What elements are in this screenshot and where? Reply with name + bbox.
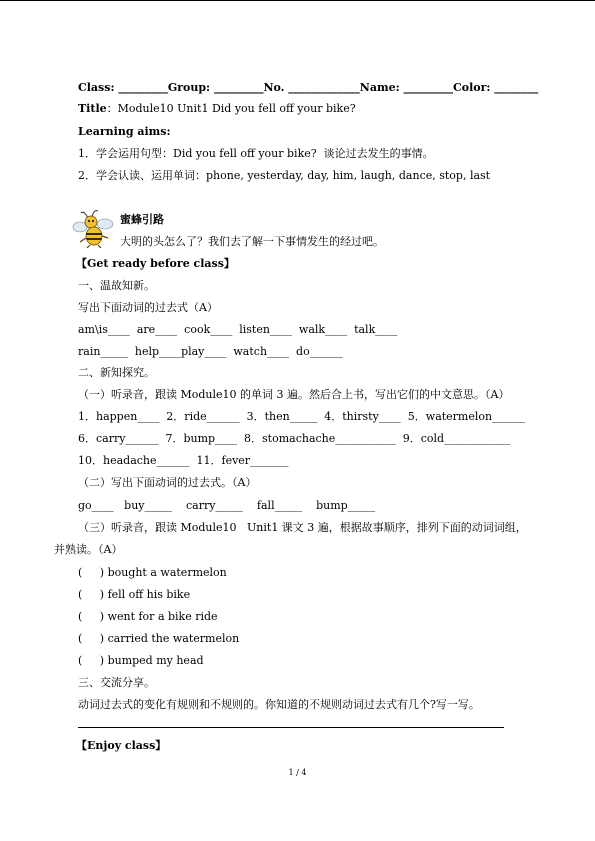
task-2-instruction: （二）写出下面动词的过去式。（A） [78, 476, 257, 489]
order-item: ( ) carried the watermelon [78, 632, 240, 645]
page-title [78, 102, 356, 116]
learning-aim-1: 1．学会运用句型：Did you fell off your bike? 谈论过去发生的事情。 [78, 147, 434, 160]
guide-text: 大明的头怎么了？我们去了解一下事情发生的经过吧。 [120, 235, 384, 248]
vocab-line-1: 1．happen____ 2．ride______ 3．then_____ 4．thirsty____ 5．watermelon______ [78, 410, 526, 423]
learning-aim-2: 2．学会认读、运用单词：phone, yesterday, day, him, laugh, dance, stop, last [78, 169, 491, 182]
order-item: ( ) bumped my head [78, 654, 204, 667]
share-title: 三、交流分享。 [78, 676, 155, 689]
title-label: Title [78, 102, 107, 115]
past-tense-line: go____ buy_____ carry_____ fall_____ bump_____ [78, 499, 376, 512]
title-text: ：Module10 Unit1 Did you fell off your bike? [106, 102, 356, 115]
vocab-line-3: 10．headache______ 11．fever_______ [78, 454, 289, 467]
enjoy-class-heading: 【Enjoy class】 [76, 739, 167, 752]
review-title: 一、温故知新。 [78, 279, 155, 292]
answer-line [78, 727, 504, 728]
task-3-instruction-cont: 并熟读。（A） [54, 543, 123, 556]
share-text: 动词过去式的变化有规则和不规则的。你知道的不规则动词过去式有几个?写一写。 [78, 698, 480, 711]
review-line-2: rain_____ help____play____ watch____ do______ [78, 345, 343, 358]
get-ready-heading: 【Get ready before class】 [76, 257, 235, 270]
order-item: ( ) went for a bike ride [78, 610, 218, 623]
vocab-line-2: 6．carry______ 7．bump____ 8．stomachache___________ 9．cold____________ [78, 432, 511, 445]
task-1-instruction: （一）听录音，跟读 Module10 的单词 3 遍。然后合上书，写出它们的中文意思。（A） [78, 388, 510, 401]
top-border-line [0, 0, 595, 1]
student-info-fields: Class: _________Group: _________No. _____________Name: _________Color: ________ [78, 81, 539, 94]
review-line-1: am\is____ are____ cook____ listen____ walk____ talk____ [78, 323, 398, 336]
task-3-instruction: （三）听录音，跟读 Module10 Unit1 课文 3 遍，根据故事顺序，排列下面的动词词组， [78, 521, 527, 534]
explore-title: 二、新知探究。 [78, 366, 155, 379]
bee-mascot-icon [72, 208, 116, 248]
learning-aims-heading: Learning aims: [78, 125, 171, 138]
guide-heading: 蜜蜂引路 [120, 213, 164, 226]
order-item: ( ) fell off his bike [78, 588, 191, 601]
page-number: 1 / 4 [288, 768, 307, 777]
order-item: ( ) bought a watermelon [78, 566, 227, 579]
review-instruction: 写出下面动词的过去式（A） [78, 301, 218, 314]
